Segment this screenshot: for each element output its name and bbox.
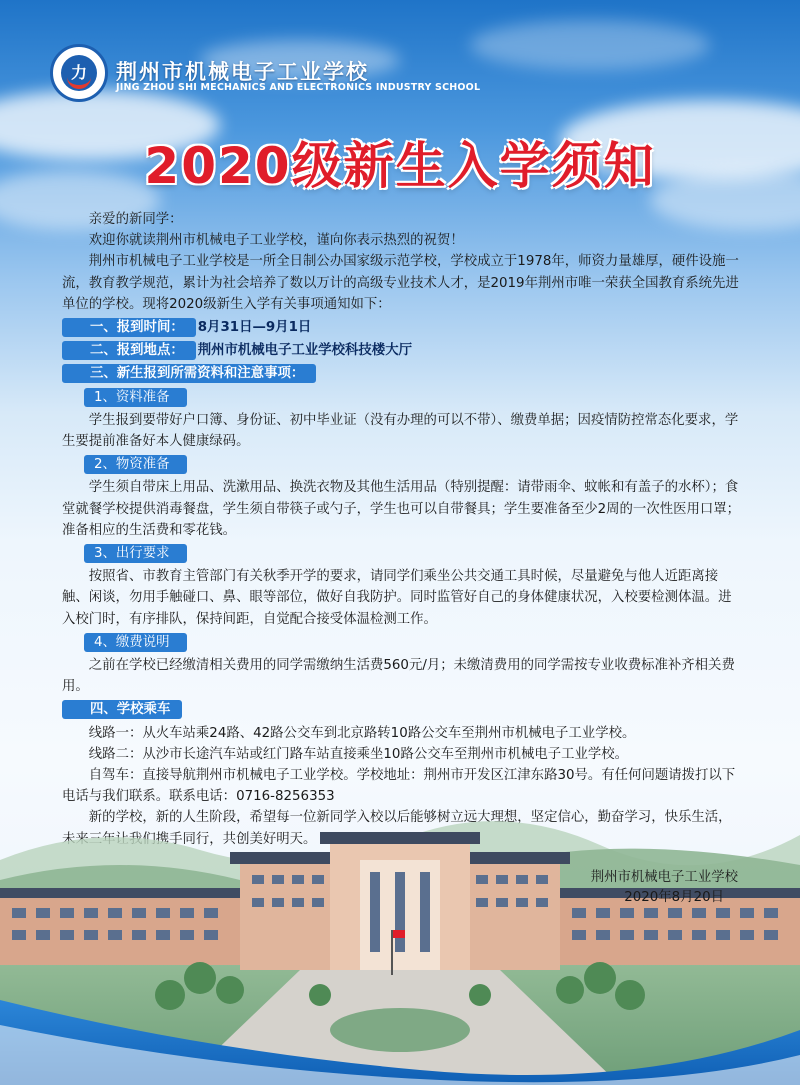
subsection-label: 4、缴费说明 — [84, 633, 187, 652]
signature-date: 2020年8月20日 — [624, 890, 724, 905]
signature-org: 荆州市机械电子工业学校 — [590, 870, 738, 885]
cloud-decoration — [470, 20, 710, 70]
section-report-place — [62, 340, 744, 361]
fees-text: 之前在学校已经缴清相关费用的同学需缴纳生活费560元/月；未缴清费用的同学需按专业收费标准补齐相关费用。 — [62, 658, 735, 695]
section-label: 一、报到时间： — [62, 318, 196, 337]
subsection-label: 2、物资准备 — [84, 455, 187, 474]
school-emblem-icon: 力 — [50, 44, 108, 102]
subsection-label: 3、出行要求 — [84, 544, 187, 563]
intro-text: 荆州市机械电子工业学校是一所全日制公办国家级示范学校，学校成立于1978年，师资力量雄厚，硬件设施一流，教育教学规范，累计为社会培养了数以万计的高级专业技术人才，是2019年荆州市唯一荣获全国教育系统先进单位的学校。现将2020级新生入学有关事项通知如下： — [62, 254, 739, 312]
section-transport — [62, 699, 744, 720]
supplies-text: 学生须自带床上用品、洗漱用品、换洗衣物及其他生活用品（特别提醒：请带雨伞、蚊帐和有盖子的水杯）；食堂就餐学校提供消毒餐盘，学生须自带筷子或勺子，学生也可以自带餐具；学生要准备至少2周的一次性医用口罩；准备相应的生活费和零花钱。 — [62, 480, 741, 538]
section-value: 8月31日—9月1日 — [197, 320, 312, 336]
section-label: 四、学校乘车 — [62, 700, 182, 719]
greeting: 亲爱的新同学： — [88, 212, 183, 227]
section-materials — [62, 363, 744, 384]
section-value: 荆州市机械电子工业学校科技楼大厅 — [197, 343, 412, 359]
travel-text: 按照省、市教育主管部门有关秋季开学的要求，请同学们乘坐公共交通工具时候，尽量避免与他人近距离接触、闲谈，勿用手触碰口、鼻、眼等部位，做好自我防护。同时监管好自己的身体健康状况，入校要检测体温。进入校门时，有序排队，保持间距，自觉配合接受体温检测工作。 — [62, 569, 732, 627]
school-name-cn: 荆州市机械电子工业学校 — [116, 60, 369, 84]
subsection-label: 1、资料准备 — [84, 388, 187, 407]
route-2: 线路二：从沙市长途汽车站或红门路车站直接乘坐10路公交车至荆州市机械电子工业学校。 — [88, 746, 629, 762]
self-drive: 自驾车：直接导航荆州市机械电子工业学校。学校地址：荆州市开发区江津东路30号。有任何问题请拨打以下电话与我们联系。联系电话：0716-8256353 — [62, 768, 736, 805]
section-report-time — [62, 317, 744, 338]
subsection-supplies — [84, 454, 744, 475]
section-label: 三、新生报到所需资料和注意事项： — [62, 364, 316, 383]
page-title: 2020级新生入学须知 — [144, 137, 656, 195]
subsection-documents — [84, 387, 744, 408]
notice-body — [62, 209, 744, 850]
campus-illustration — [0, 800, 800, 1085]
documents-text: 学生报到要带好户口簿、身份证、初中毕业证（没有办理的可以不带）、缴费单据；因疫情防控常态化要求，学生要提前准备好本人健康绿码。 — [62, 412, 739, 450]
welcome-text: 欢迎你就读荆州市机械电子工业学校，谨向你表示热烈的祝贺！ — [88, 233, 464, 249]
section-label: 二、报到地点： — [62, 341, 196, 360]
signature — [591, 868, 738, 908]
school-name-en: JING ZHOU SHI MECHANICS AND ELECTRONICS INDUSTRY SCHOOL — [116, 82, 481, 93]
closing-text: 新的学校，新的人生阶段，希望每一位新同学入校以后能够树立远大理想，坚定信心，勤奋学习，快乐生活，未来三年让我们携手同行，共创美好明天。 — [62, 810, 732, 847]
subsection-travel — [84, 543, 744, 564]
route-1: 线路一：从火车站乘24路、42路公交车到北京路转10路公交车至荆州市机械电子工业学校。 — [88, 725, 636, 741]
subsection-fees — [84, 632, 744, 653]
